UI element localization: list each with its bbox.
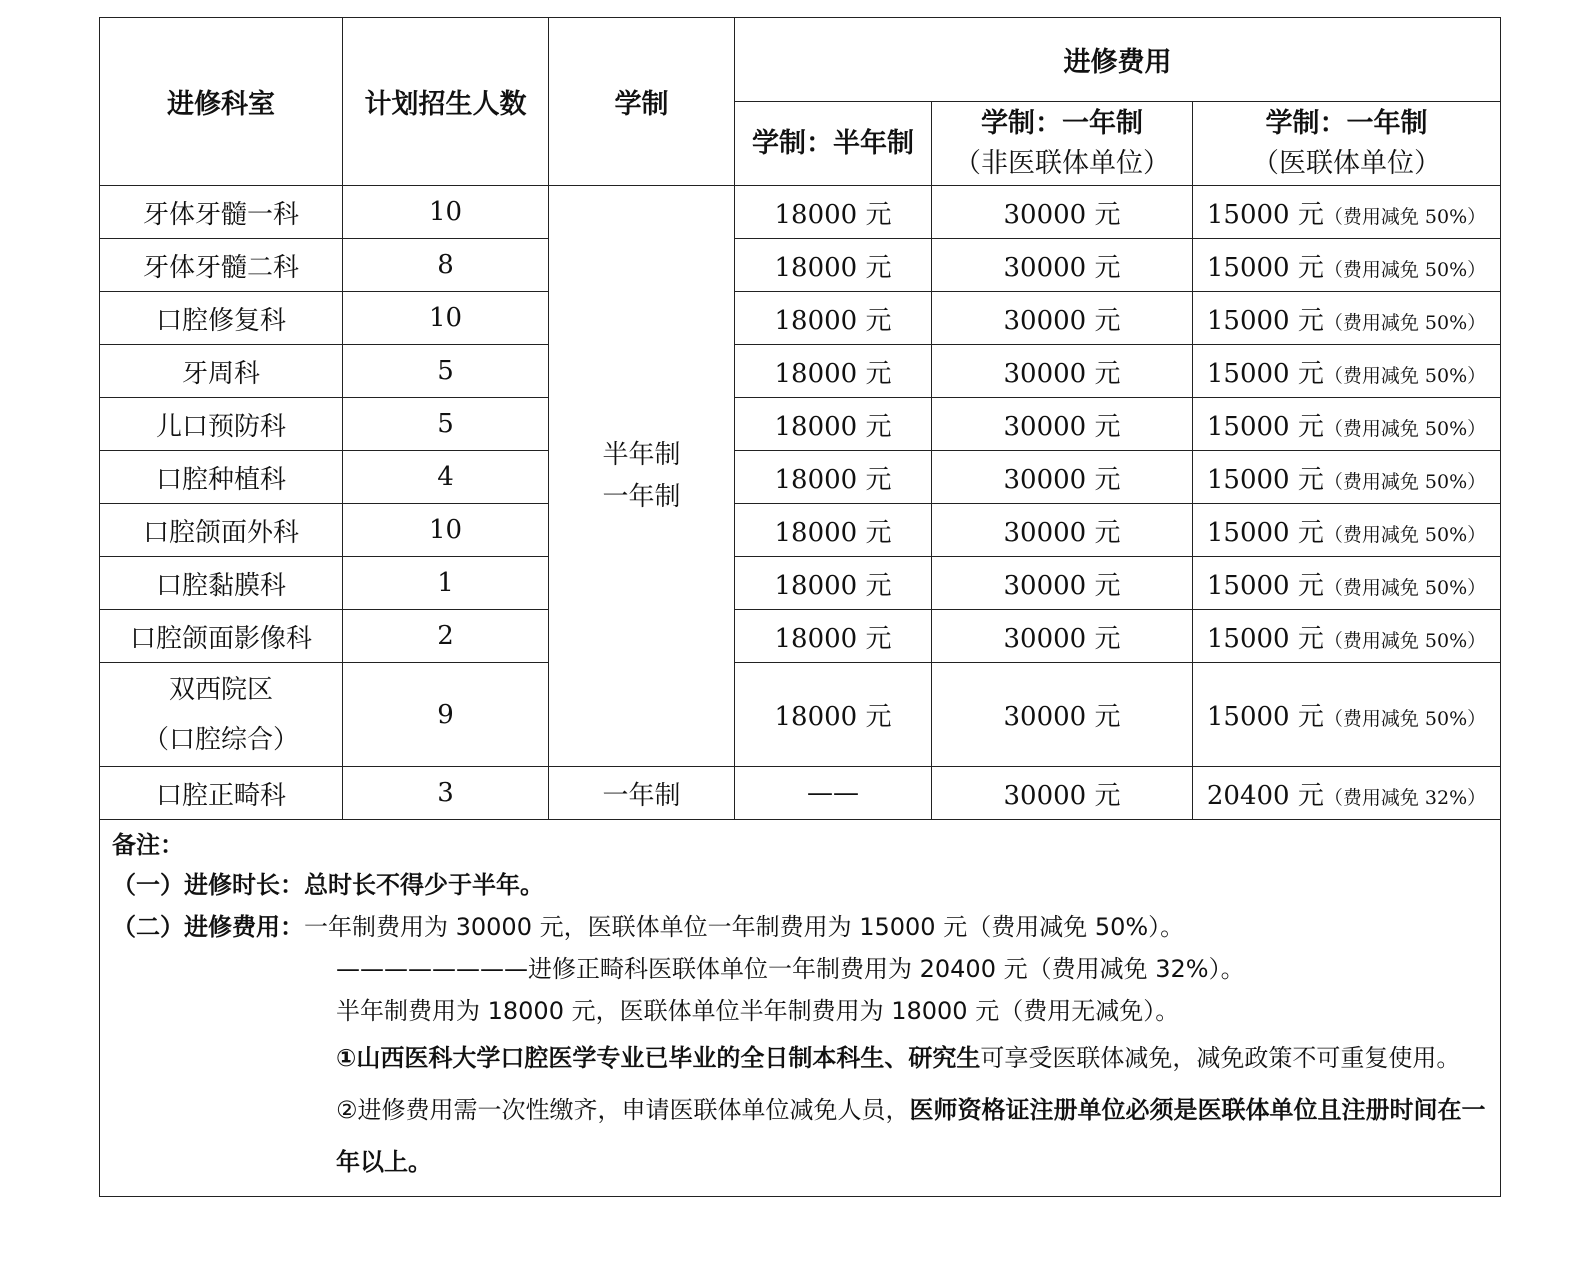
fee-year-cell: 30000 元 [932,767,1193,820]
fee-alliance-cell [1193,451,1501,504]
system-line1: 半年制 [602,440,681,470]
fee-half-cell: 18000 元 [735,663,932,767]
table-row [100,239,1501,292]
header-quota: 计划招生人数 [343,18,549,186]
fee-alliance-value: 15000 元 [1206,305,1324,336]
fee-alliance-value: 15000 元 [1206,517,1324,548]
table-row [100,186,1501,239]
table-row [100,398,1501,451]
fee-half-cell: 18000 元 [735,451,932,504]
quota-cell: 4 [343,451,549,504]
dept-cell: 儿口预防科 [100,398,343,451]
fee-year-cell: 30000 元 [932,557,1193,610]
header-system: 学制 [549,18,735,186]
fee-year-cell: 30000 元 [932,186,1193,239]
quota-cell: 8 [343,239,549,292]
fee-alliance-value: 20400 元 [1206,780,1324,811]
fee-alliance-cell [1193,663,1501,767]
fee-half-cell: 18000 元 [735,186,932,239]
remarks-note2-bold: 医师资格证注册单位必须是医联体单位且注册时间在一年以上。 [336,1096,1486,1176]
table-row [100,345,1501,398]
header-fee-alliance [1193,102,1501,186]
fee-alliance-note: （费用减免 50%） [1323,417,1487,440]
remarks-item2 [112,906,1500,948]
header-fee-year-line1: 学制：一年制 [981,107,1143,139]
fee-alliance-note: （费用减免 32%） [1323,786,1487,809]
quota-cell: 1 [343,557,549,610]
fee-half-cell: 18000 元 [735,557,932,610]
table-row [100,610,1501,663]
fee-alliance-value: 15000 元 [1206,702,1324,732]
quota-cell: 2 [343,610,549,663]
table-row [100,451,1501,504]
fee-alliance-note: （费用减免 50%） [1323,364,1487,387]
fee-alliance-note: （费用减免 50%） [1323,629,1487,652]
remarks-item1-label: （一）进修时长： [112,871,304,899]
table-row [100,557,1501,610]
fee-half-cell: 18000 元 [735,239,932,292]
fee-half-cell: 18000 元 [735,398,932,451]
remarks-item2-line1: 一年制费用为 30000 元，医联体单位一年制费用为 15000 元（费用减免 50%）。 [304,913,1185,941]
header-fee-alliance-line1: 学制：一年制 [1265,107,1428,139]
dept-cell: 牙体牙髓一科 [100,186,343,239]
dept-cell: 口腔种植科 [100,451,343,504]
fee-alliance-value: 15000 元 [1206,358,1324,389]
remarks-item2-line3: 半年制费用为 18000 元，医联体单位半年制费用为 18000 元（费用无减免）。 [336,997,1180,1025]
remarks-note1 [112,1032,1500,1084]
quota-cell: 5 [343,398,549,451]
remarks-note2 [112,1084,1500,1188]
table-row [100,292,1501,345]
dept-cell: 口腔黏膜科 [100,557,343,610]
fee-half-cell: 18000 元 [735,292,932,345]
header-fee-year-line2: （非医联体单位） [954,147,1170,179]
dept-line1: 双西院区 [168,674,273,705]
header-dept: 进修科室 [100,18,343,186]
fee-half-cell: 18000 元 [735,610,932,663]
quota-cell: 5 [343,345,549,398]
fee-alliance-value: 15000 元 [1206,623,1324,654]
quota-cell: 10 [343,504,549,557]
fee-alliance-cell [1193,239,1501,292]
fee-alliance-cell [1193,504,1501,557]
fee-alliance-note: （费用减免 50%） [1323,205,1487,228]
table-row [100,663,1501,767]
dept-cell: 口腔颌面外科 [100,504,343,557]
system-cell: 一年制 [549,767,735,820]
header-fee-half: 学制：半年制 [735,102,932,186]
fee-year-cell: 30000 元 [932,398,1193,451]
fee-year-cell: 30000 元 [932,345,1193,398]
header-fee-year [932,102,1193,186]
dept-line2: （口腔综合） [142,724,299,755]
fee-alliance-cell [1193,557,1501,610]
fee-alliance-cell [1193,767,1501,820]
dept-cell: 口腔颌面影像科 [100,610,343,663]
fee-year-cell: 30000 元 [932,610,1193,663]
fee-year-cell: 30000 元 [932,504,1193,557]
fee-half-cell: —— [735,767,932,820]
dept-cell [100,663,343,767]
fee-year-cell: 30000 元 [932,451,1193,504]
remarks-note1-bold: ①山西医科大学口腔医学专业已毕业的全日制本科生、研究生 [336,1044,981,1072]
dept-cell: 口腔修复科 [100,292,343,345]
quota-cell: 3 [343,767,549,820]
dept-cell: 牙周科 [100,345,343,398]
fee-alliance-cell [1193,610,1501,663]
fee-alliance-value: 15000 元 [1206,570,1324,601]
remarks-item2-line2: ————————进修正畸科医联体单位一年制费用为 20400 元（费用减免 32%）。 [336,955,1245,983]
fee-alliance-note: （费用减免 50%） [1323,523,1487,546]
table-row [100,504,1501,557]
header-fee-alliance-line2: （医联体单位） [1252,147,1441,179]
fee-alliance-note: （费用减免 50%） [1323,470,1487,493]
quota-cell: 9 [343,663,549,767]
fee-alliance-value: 15000 元 [1206,411,1324,442]
fee-alliance-cell [1193,186,1501,239]
remarks-item1-text: 总时长不得少于半年。 [304,871,544,899]
header-fees: 进修费用 [735,18,1501,102]
system-merged-cell [549,186,735,767]
table-row [100,767,1501,820]
dept-cell: 牙体牙髓二科 [100,239,343,292]
fee-alliance-cell [1193,345,1501,398]
fee-year-cell: 30000 元 [932,663,1193,767]
fee-year-cell: 30000 元 [932,292,1193,345]
fee-alliance-cell [1193,292,1501,345]
fee-alliance-note: （费用减免 50%） [1323,708,1487,730]
quota-cell: 10 [343,292,549,345]
fee-alliance-note: （费用减免 50%） [1323,311,1487,334]
fee-alliance-cell [1193,398,1501,451]
fee-alliance-value: 15000 元 [1206,464,1324,495]
remarks-title: 备注： [112,831,184,859]
remarks-note1-rest: 可享受医联体减免，减免政策不可重复使用。 [980,1044,1461,1072]
fee-alliance-note: （费用减免 50%） [1323,258,1487,281]
remarks-item2-label: （二）进修费用： [112,913,304,941]
remarks-item1 [112,864,1500,906]
fee-alliance-value: 15000 元 [1206,252,1324,283]
quota-cell: 10 [343,186,549,239]
system-line2: 一年制 [602,482,681,512]
fee-year-cell: 30000 元 [932,239,1193,292]
dept-cell: 口腔正畸科 [100,767,343,820]
fee-alliance-value: 15000 元 [1206,199,1324,230]
remarks-note2-normal: ②进修费用需一次性缴齐，申请医联体单位减免人员， [336,1096,910,1124]
fee-half-cell: 18000 元 [735,345,932,398]
fee-half-cell: 18000 元 [735,504,932,557]
remarks-section [100,820,1501,1197]
fee-table [99,17,1501,1197]
fee-alliance-note: （费用减免 50%） [1323,576,1487,599]
